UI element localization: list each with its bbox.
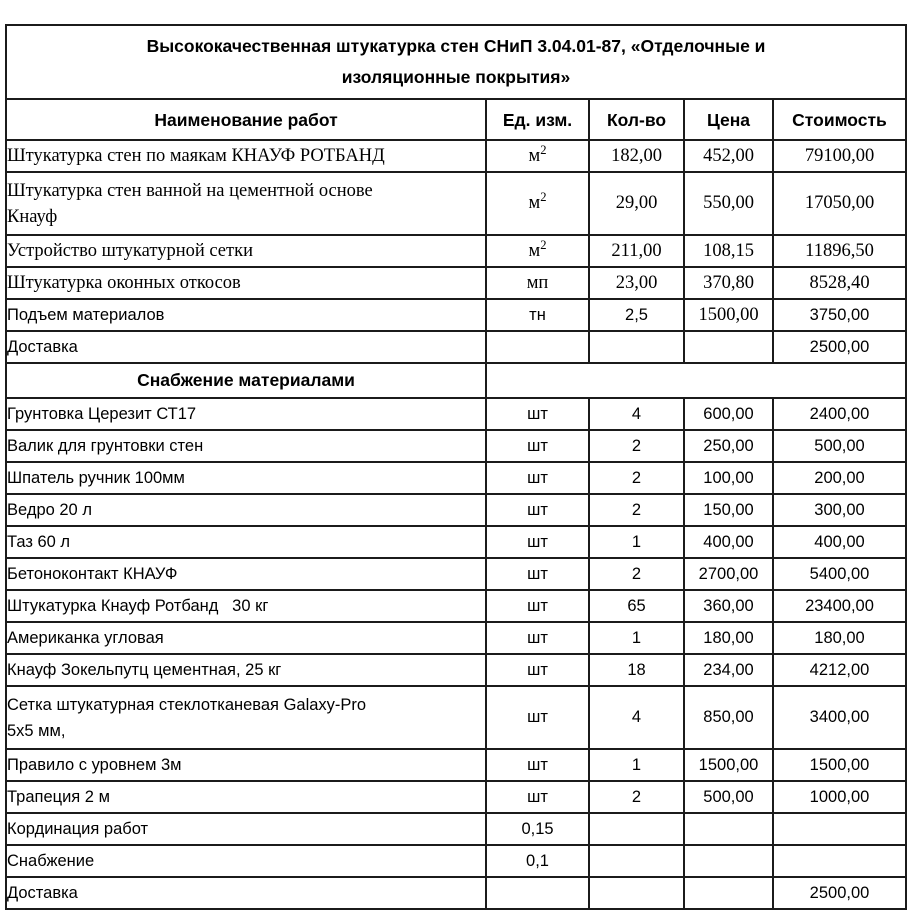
cell-sum: 5400,00 (773, 558, 906, 590)
cell-unit: шт (486, 558, 589, 590)
cell-price: 500,00 (684, 781, 773, 813)
document-title (6, 25, 906, 99)
cell-qty: 2,5 (589, 299, 684, 331)
column-header-sum: Стоимость (773, 99, 906, 140)
cell-unit (486, 331, 589, 363)
cell-price: 1500,00 (684, 749, 773, 781)
table-row (6, 462, 906, 494)
cell-sum: 400,00 (773, 526, 906, 558)
cell-name: Кнауф Зокельпутц цементная, 25 кг (6, 654, 486, 686)
cell-unit: мп (486, 267, 589, 299)
cell-price: 400,00 (684, 526, 773, 558)
cell-name: Штукатурка оконных откосов (6, 267, 486, 299)
cell-name-line1: Штукатурка стен ванной на цементной основе (7, 180, 373, 201)
cell-price: 108,15 (684, 235, 773, 267)
table-title-row (6, 25, 906, 99)
cell-qty: 4 (589, 686, 684, 749)
cell-price: 1500,00 (684, 299, 773, 331)
cell-sum: 1500,00 (773, 749, 906, 781)
document-title-line1: Высококачественная штукатурка стен СНиП 3.04.01-87, «Отделочные и (146, 36, 766, 56)
unit-superscript: 2 (540, 142, 547, 157)
cell-price: 370,80 (684, 267, 773, 299)
cell-name (6, 686, 486, 749)
cell-sum: 79100,00 (773, 140, 906, 172)
cell-name: Штукатурка Кнауф Ротбанд 30 кг (6, 590, 486, 622)
cell-name: Кординация работ (6, 813, 486, 845)
table-header-row (6, 99, 906, 140)
cell-qty: 18 (589, 654, 684, 686)
cell-unit (486, 235, 589, 267)
cell-price (684, 331, 773, 363)
column-header-name: Наименование работ (6, 99, 486, 140)
estimate-table (5, 24, 907, 910)
unit-text: м (528, 240, 541, 261)
cell-sum: 3750,00 (773, 299, 906, 331)
cell-price: 850,00 (684, 686, 773, 749)
table-row (6, 267, 906, 299)
table-row (6, 398, 906, 430)
cell-name: Ведро 20 л (6, 494, 486, 526)
table-row (6, 494, 906, 526)
cell-qty (589, 331, 684, 363)
cell-sum: 2500,00 (773, 331, 906, 363)
cell-unit: шт (486, 430, 589, 462)
cell-sum: 23400,00 (773, 590, 906, 622)
cell-name: Валик для грунтовки стен (6, 430, 486, 462)
cell-sum: 2500,00 (773, 877, 906, 909)
cell-unit: шт (486, 654, 589, 686)
table-row (6, 558, 906, 590)
cell-price (684, 813, 773, 845)
document-title-line2: изоляционные покрытия» (341, 67, 571, 87)
table-row (6, 590, 906, 622)
cell-qty: 1 (589, 526, 684, 558)
cell-name: Доставка (6, 877, 486, 909)
cell-price: 150,00 (684, 494, 773, 526)
unit-superscript: 2 (540, 189, 547, 204)
cell-name: Шпатель ручник 100мм (6, 462, 486, 494)
unit-text: м (528, 145, 541, 166)
cell-price: 100,00 (684, 462, 773, 494)
cell-sum: 17050,00 (773, 172, 906, 235)
cell-qty: 1 (589, 622, 684, 654)
cell-unit: шт (486, 622, 589, 654)
cell-unit: шт (486, 526, 589, 558)
cell-price: 2700,00 (684, 558, 773, 590)
cell-sum: 4212,00 (773, 654, 906, 686)
cell-unit: 0,1 (486, 845, 589, 877)
cell-unit (486, 172, 589, 235)
cell-name: Доставка (6, 331, 486, 363)
table-row (6, 140, 906, 172)
column-header-unit: Ед. изм. (486, 99, 589, 140)
cell-unit: шт (486, 749, 589, 781)
cell-unit: шт (486, 686, 589, 749)
table-row (6, 813, 906, 845)
cell-price: 250,00 (684, 430, 773, 462)
table-row (6, 430, 906, 462)
cell-price: 600,00 (684, 398, 773, 430)
cell-sum: 180,00 (773, 622, 906, 654)
section-header-empty-span (486, 363, 906, 398)
table-row (6, 749, 906, 781)
cell-qty (589, 813, 684, 845)
cell-qty: 2 (589, 558, 684, 590)
cell-price: 234,00 (684, 654, 773, 686)
cell-name: Таз 60 л (6, 526, 486, 558)
cell-price (684, 877, 773, 909)
cell-name: Трапеция 2 м (6, 781, 486, 813)
cell-sum: 3400,00 (773, 686, 906, 749)
cell-unit: шт (486, 462, 589, 494)
cell-price: 360,00 (684, 590, 773, 622)
table-row (6, 781, 906, 813)
cell-price: 452,00 (684, 140, 773, 172)
cell-qty: 2 (589, 430, 684, 462)
cell-unit: 0,15 (486, 813, 589, 845)
table-row (6, 877, 906, 909)
cell-qty: 2 (589, 781, 684, 813)
table-row (6, 331, 906, 363)
cell-sum: 1000,00 (773, 781, 906, 813)
cell-name: Устройство штукатурной сетки (6, 235, 486, 267)
cell-unit: шт (486, 494, 589, 526)
cell-qty (589, 877, 684, 909)
cell-name (6, 172, 486, 235)
cell-qty: 65 (589, 590, 684, 622)
cell-unit: шт (486, 781, 589, 813)
cell-qty: 4 (589, 398, 684, 430)
cell-unit (486, 877, 589, 909)
cell-unit: шт (486, 398, 589, 430)
table-section-row (6, 363, 906, 398)
cell-sum (773, 845, 906, 877)
cell-sum: 2400,00 (773, 398, 906, 430)
cell-name: Снабжение (6, 845, 486, 877)
table-row (6, 235, 906, 267)
table-row (6, 299, 906, 331)
cell-price (684, 845, 773, 877)
cell-name: Штукатурка стен по маякам КНАУФ РОТБАНД (6, 140, 486, 172)
cell-qty: 182,00 (589, 140, 684, 172)
cell-sum (773, 813, 906, 845)
cell-price: 180,00 (684, 622, 773, 654)
section-header-label: Снабжение материалами (6, 363, 486, 398)
cell-name: Правило с уровнем 3м (6, 749, 486, 781)
cell-name-line2: Кнауф (7, 206, 58, 227)
table-row (6, 622, 906, 654)
cell-qty: 211,00 (589, 235, 684, 267)
table-row (6, 172, 906, 235)
cell-unit: шт (486, 590, 589, 622)
cell-name-line1: Сетка штукатурная стеклотканевая Galaxy-Pro (7, 695, 367, 714)
cell-name: Американка угловая (6, 622, 486, 654)
cell-name: Бетоноконтакт КНАУФ (6, 558, 486, 590)
cell-unit (486, 140, 589, 172)
unit-superscript: 2 (540, 237, 547, 252)
cell-name: Грунтовка Церезит СТ17 (6, 398, 486, 430)
table-row (6, 686, 906, 749)
cell-sum: 200,00 (773, 462, 906, 494)
cell-sum: 500,00 (773, 430, 906, 462)
table-row (6, 654, 906, 686)
table-row (6, 845, 906, 877)
column-header-qty: Кол-во (589, 99, 684, 140)
cell-sum: 8528,40 (773, 267, 906, 299)
cell-name: Подъем материалов (6, 299, 486, 331)
cell-qty (589, 845, 684, 877)
table-row (6, 526, 906, 558)
column-header-price: Цена (684, 99, 773, 140)
cell-qty: 23,00 (589, 267, 684, 299)
cell-sum: 300,00 (773, 494, 906, 526)
cell-price: 550,00 (684, 172, 773, 235)
cell-qty: 2 (589, 462, 684, 494)
unit-text: м (528, 193, 541, 213)
cell-sum: 11896,50 (773, 235, 906, 267)
cell-unit: тн (486, 299, 589, 331)
cell-name-line2: 5х5 мм, (7, 721, 66, 740)
cell-qty: 2 (589, 494, 684, 526)
cell-qty: 29,00 (589, 172, 684, 235)
cell-qty: 1 (589, 749, 684, 781)
